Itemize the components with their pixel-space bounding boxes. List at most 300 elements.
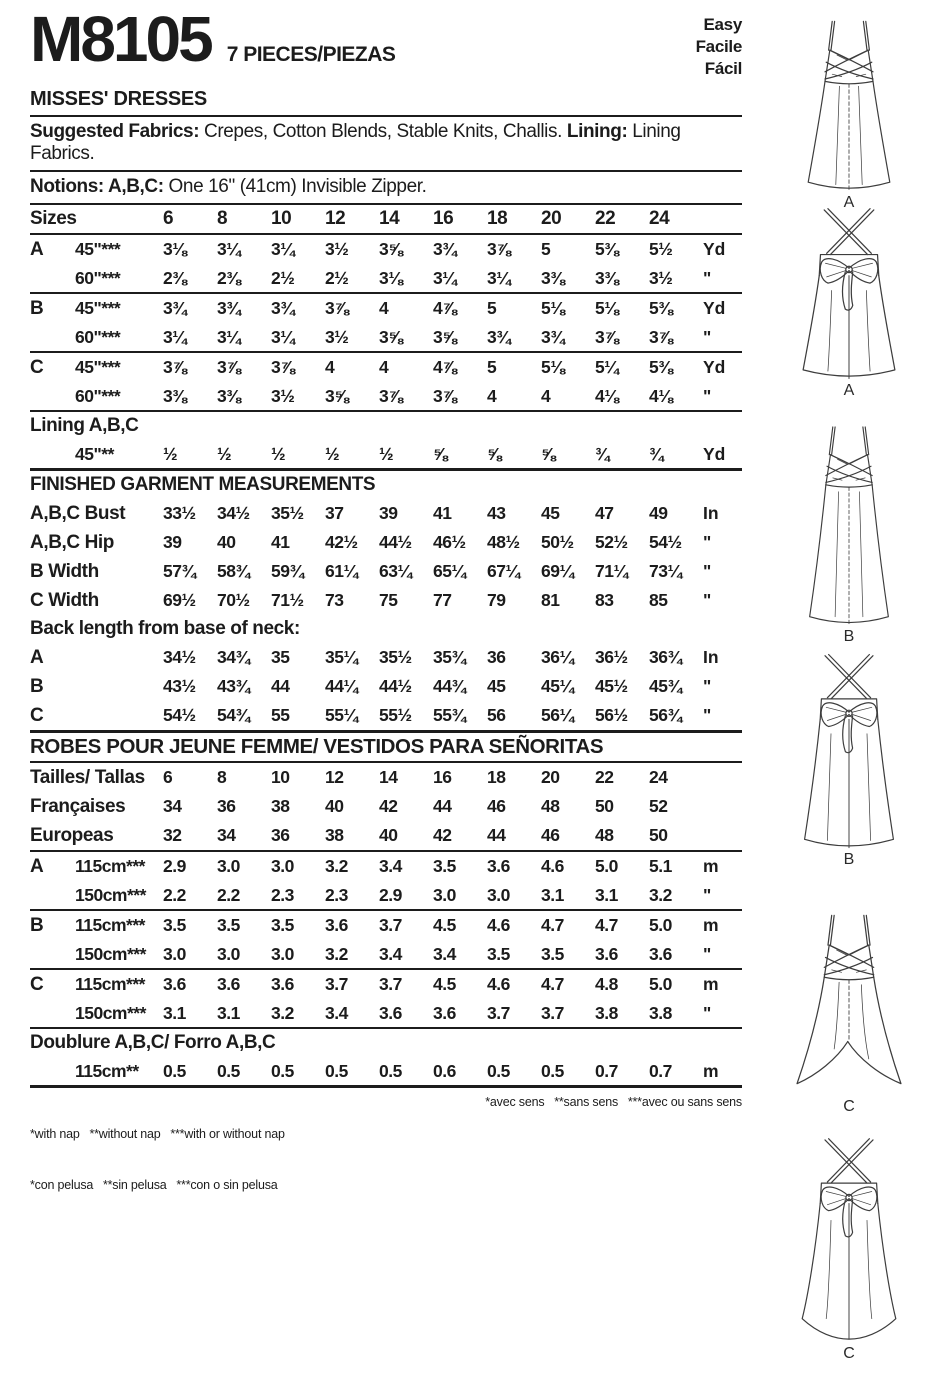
- cell-value: 59¾: [271, 561, 304, 582]
- row-label: B: [30, 676, 44, 698]
- cell-value: 77: [433, 590, 452, 611]
- row-label: A,B,C Bust: [30, 503, 126, 525]
- cell-value: 3.8: [595, 1003, 618, 1024]
- cell-value: 3.0: [217, 944, 240, 965]
- cell-value: 3⅞: [217, 357, 241, 378]
- cell-value: 0.5: [325, 1061, 348, 1082]
- cell-value: 67¼: [487, 561, 520, 582]
- cell-value: 0.5: [541, 1061, 564, 1082]
- cell-value: 3.0: [217, 856, 240, 877]
- view-label: C: [843, 1345, 855, 1362]
- cell-value: 4.7: [541, 974, 564, 995]
- cell-value: 34¾: [217, 647, 250, 668]
- row-c-45: [30, 353, 742, 382]
- cell-value: 3.6: [325, 915, 348, 936]
- cell-value: 3⅜: [595, 268, 619, 289]
- cell-value: 3⅛: [379, 268, 403, 289]
- cell-value: 3.6: [217, 974, 240, 995]
- cell-value: 4: [487, 386, 497, 407]
- cell-value: 6: [163, 767, 173, 788]
- cell-value: ⅝: [487, 444, 502, 465]
- cell-value: 39: [379, 503, 398, 524]
- cell-value: 3¾: [163, 298, 187, 319]
- row-c-width: [30, 586, 742, 615]
- width-label: 115cm***: [75, 915, 145, 936]
- cell-value: 16: [433, 208, 454, 230]
- cell-value: 5⅛: [541, 357, 565, 378]
- cell-value: 0.6: [433, 1061, 456, 1082]
- row-label: C: [30, 705, 44, 727]
- cell-value: 69½: [163, 590, 196, 611]
- cell-value: 41: [433, 503, 452, 524]
- cell-value: 81: [541, 590, 560, 611]
- cell-value: 3.7: [541, 1003, 564, 1024]
- cell-value: 52: [649, 796, 668, 817]
- cell-value: 58¾: [217, 561, 250, 582]
- cell-value: 55½: [379, 705, 412, 726]
- dress-b-back-figure: [770, 652, 928, 869]
- cell-value: 3.6: [163, 974, 186, 995]
- cell-value: 0.5: [217, 1061, 240, 1082]
- pattern-number: M8105: [30, 3, 211, 75]
- footnote-english: *with nap **without nap ***with or without nap: [30, 1127, 285, 1142]
- cell-value: 45: [541, 503, 560, 524]
- unit-label: ": [703, 944, 712, 965]
- cell-value: 3.0: [271, 944, 294, 965]
- cell-value: 3.2: [325, 944, 348, 965]
- cell-value: 54½: [163, 705, 196, 726]
- cell-value: 3⅞: [649, 327, 673, 348]
- cell-value: 35½: [379, 647, 412, 668]
- dress-c-back-art: [789, 1136, 909, 1343]
- dress-b-front-figure: [770, 420, 928, 646]
- cell-value: 3.6: [433, 1003, 456, 1024]
- cell-value: 36: [487, 647, 506, 668]
- unit-label: ": [703, 590, 712, 611]
- cell-value: 3¼: [163, 327, 187, 348]
- suggested-fabrics-line: [30, 117, 742, 172]
- row-doublure-heading: [30, 1029, 742, 1057]
- cell-value: 3⅜: [163, 386, 187, 407]
- cell-value: 0.5: [487, 1061, 510, 1082]
- cell-value: 5⅛: [595, 298, 619, 319]
- unit-label: m: [703, 974, 719, 995]
- cell-value: ¾: [649, 444, 664, 465]
- cell-value: 2½: [325, 268, 349, 289]
- cell-value: 3.6: [649, 944, 672, 965]
- cell-value: 34½: [217, 503, 250, 524]
- width-label: 115cm***: [75, 856, 145, 877]
- cell-value: 3¾: [433, 239, 457, 260]
- row-label: Tailles/ Tallas: [30, 767, 145, 789]
- cell-value: 3.5: [163, 915, 186, 936]
- row-label: Françaises: [30, 796, 126, 818]
- cell-value: 3.5: [217, 915, 240, 936]
- cell-value: 4⅞: [433, 357, 457, 378]
- cell-value: 3.6: [379, 1003, 402, 1024]
- cell-value: 44: [433, 796, 452, 817]
- cell-value: 3½: [325, 327, 349, 348]
- cell-value: 3¼: [217, 327, 241, 348]
- cell-value: ⅝: [541, 444, 556, 465]
- row-francaises: [30, 792, 742, 821]
- cell-value: 3⅞: [487, 239, 511, 260]
- cell-value: 3.5: [541, 944, 564, 965]
- row-tailles: [30, 763, 742, 792]
- cell-value: 63¼: [379, 561, 412, 582]
- cell-value: 3⅞: [595, 327, 619, 348]
- cell-value: 3½: [325, 239, 349, 260]
- footnote-spanish: *con pelusa **sin pelusa ***con o sin pelusa: [30, 1177, 278, 1192]
- cell-value: 5.0: [595, 856, 618, 877]
- cell-value: 3¼: [217, 239, 241, 260]
- cell-value: 3.6: [595, 944, 618, 965]
- row-b-width: [30, 557, 742, 586]
- unit-label: ": [703, 268, 712, 289]
- difficulty-en: Easy: [703, 15, 742, 34]
- cell-value: 3¾: [217, 298, 241, 319]
- line-art: [797, 915, 901, 1083]
- cell-value: 3¾: [487, 327, 511, 348]
- cell-value: 3.7: [325, 974, 348, 995]
- cell-value: 2⅜: [217, 268, 241, 289]
- unit-label: m: [703, 1061, 719, 1082]
- cell-value: ½: [163, 444, 178, 465]
- cell-value: 22: [595, 208, 616, 230]
- row-a-60: [30, 264, 742, 294]
- cell-value: 3.4: [325, 1003, 348, 1024]
- cell-value: 4: [541, 386, 551, 407]
- cell-value: 3.0: [163, 944, 186, 965]
- cell-value: 3.0: [271, 856, 294, 877]
- cell-value: 5½: [649, 239, 673, 260]
- cell-value: 73¼: [649, 561, 682, 582]
- cell-value: 3.5: [487, 944, 510, 965]
- unit-label: ": [703, 676, 712, 697]
- cell-value: 56: [487, 705, 506, 726]
- unit-label: m: [703, 915, 719, 936]
- cell-value: 71¼: [595, 561, 628, 582]
- cell-value: 69¼: [541, 561, 574, 582]
- cell-value: 0.5: [271, 1061, 294, 1082]
- cell-value: 36¼: [541, 647, 574, 668]
- dress-c-front-figure: [770, 908, 928, 1116]
- cell-value: 3.1: [217, 1003, 240, 1024]
- section-heading: Doublure A,B,C/ Forro A,B,C: [30, 1032, 276, 1054]
- cell-value: 44¾: [433, 676, 466, 697]
- width-label: 150cm***: [75, 944, 146, 965]
- cell-value: 4.5: [433, 974, 456, 995]
- cell-value: 2.2: [217, 885, 240, 906]
- dress-a-back-figure: [770, 206, 928, 400]
- cell-value: 44: [487, 825, 506, 846]
- cell-value: 3⅜: [541, 268, 565, 289]
- row-label: A: [30, 647, 44, 669]
- row-french-spanish-heading: [30, 733, 742, 763]
- cell-value: 41: [271, 532, 290, 553]
- cell-value: 3.4: [379, 856, 402, 877]
- cell-value: 45¾: [649, 676, 682, 697]
- cell-value: 3.6: [487, 856, 510, 877]
- pieces-count: 7 PIECES/PIEZAS: [226, 43, 396, 66]
- cell-value: 3¾: [271, 298, 295, 319]
- cell-value: 24: [649, 208, 670, 230]
- cell-value: 3¼: [487, 268, 511, 289]
- cell-value: 3.2: [271, 1003, 294, 1024]
- cell-value: 3¼: [271, 327, 295, 348]
- row-back-length-c: [30, 701, 742, 733]
- cell-value: 4.6: [541, 856, 564, 877]
- cell-value: 49: [649, 503, 668, 524]
- cell-value: 10: [271, 208, 292, 230]
- cell-value: 3⅝: [379, 239, 403, 260]
- cell-value: 3¼: [433, 268, 457, 289]
- cell-value: 4.6: [487, 974, 510, 995]
- cell-value: 5.0: [649, 915, 672, 936]
- row-finished-measurements-heading: [30, 471, 742, 499]
- cell-value: ½: [217, 444, 232, 465]
- dress-a-front-figure: [770, 14, 928, 212]
- cell-value: 2.3: [271, 885, 294, 906]
- cell-value: 38: [325, 825, 344, 846]
- cell-value: 3⅛: [163, 239, 187, 260]
- cell-value: 35¾: [433, 647, 466, 668]
- cell-value: 33½: [163, 503, 196, 524]
- cell-value: 57¾: [163, 561, 196, 582]
- cell-value: 0.5: [379, 1061, 402, 1082]
- cell-value: 3⅞: [379, 386, 403, 407]
- width-label: 45"***: [75, 239, 121, 260]
- cell-value: 42: [379, 796, 398, 817]
- cell-value: 22: [595, 767, 614, 788]
- width-label: 45"**: [75, 444, 114, 465]
- cell-value: 50: [649, 825, 668, 846]
- cell-value: 4.5: [433, 915, 456, 936]
- cell-value: 5¼: [595, 357, 619, 378]
- cell-value: 56¾: [649, 705, 682, 726]
- cell-value: 4.7: [541, 915, 564, 936]
- cell-value: 16: [433, 767, 452, 788]
- yardage-table: [30, 205, 742, 1088]
- difficulty-es: Fácil: [704, 59, 742, 79]
- cell-value: 3.7: [487, 1003, 510, 1024]
- cell-value: 3.5: [271, 915, 294, 936]
- cell-value: 39: [163, 532, 182, 553]
- cell-value: 40: [379, 825, 398, 846]
- cell-value: 35½: [271, 503, 304, 524]
- cell-value: 43: [487, 503, 506, 524]
- cell-value: 4⅛: [595, 386, 619, 407]
- row-back-length-a: [30, 643, 742, 672]
- cell-value: 36: [217, 796, 236, 817]
- cell-value: 8: [217, 767, 227, 788]
- cell-value: 3.6: [271, 974, 294, 995]
- cell-value: ⅝: [433, 444, 448, 465]
- width-label: 115cm***: [75, 974, 145, 995]
- cell-value: 3.2: [325, 856, 348, 877]
- unit-label: ": [703, 327, 712, 348]
- section-heading: ROBES POUR JEUNE FEMME/ VESTIDOS PARA SEÑORITAS: [30, 735, 604, 759]
- cell-value: 2.9: [379, 885, 402, 906]
- cell-value: 45½: [595, 676, 628, 697]
- cell-value: 34: [217, 825, 236, 846]
- view-letter: C: [30, 357, 44, 379]
- cell-value: 5: [487, 298, 497, 319]
- cell-value: 5: [541, 239, 551, 260]
- cell-value: 34½: [163, 647, 196, 668]
- cell-value: 36½: [595, 647, 628, 668]
- cell-value: 3.0: [433, 885, 456, 906]
- cell-value: 4.6: [487, 915, 510, 936]
- footnote-french: *avec sens **sans sens ***avec ou sans sens: [485, 1095, 742, 1110]
- section-heading: FINISHED GARMENT MEASUREMENTS: [30, 474, 376, 496]
- view-letter: A: [30, 239, 44, 261]
- cell-value: 3⅝: [325, 386, 349, 407]
- row-label: Europeas: [30, 825, 114, 847]
- unit-label: Yd: [703, 239, 726, 260]
- cell-value: 3⅜: [217, 386, 241, 407]
- row-lining-45: [30, 440, 742, 471]
- row-hip: [30, 528, 742, 557]
- dress-c-back-figure: [770, 1136, 928, 1363]
- cell-value: 45: [487, 676, 506, 697]
- cell-value: 3.2: [649, 885, 672, 906]
- cell-value: 43½: [163, 676, 196, 697]
- cell-value: 56¼: [541, 705, 574, 726]
- cell-value: 44: [271, 676, 290, 697]
- cell-value: 46: [541, 825, 560, 846]
- view-label: B: [843, 851, 855, 868]
- row-label: C Width: [30, 590, 99, 612]
- cell-value: 44½: [379, 532, 412, 553]
- cell-value: 0.5: [163, 1061, 186, 1082]
- cell-value: 3⅞: [163, 357, 187, 378]
- cell-value: 46½: [433, 532, 466, 553]
- cell-value: 5: [487, 357, 497, 378]
- cell-value: 18: [487, 767, 506, 788]
- cell-value: 37: [325, 503, 344, 524]
- view-letter: B: [30, 298, 44, 320]
- cell-value: 20: [541, 208, 562, 230]
- cell-value: 20: [541, 767, 560, 788]
- cell-value: 47: [595, 503, 614, 524]
- row-b-150: [30, 940, 742, 970]
- width-label: 115cm**: [75, 1061, 139, 1082]
- cell-value: 5.1: [649, 856, 672, 877]
- cell-value: 75: [379, 590, 398, 611]
- unit-label: Yd: [703, 357, 726, 378]
- cell-value: 46: [487, 796, 506, 817]
- cell-value: 65¼: [433, 561, 466, 582]
- unit-label: m: [703, 856, 719, 877]
- dress-b-back-art: [789, 652, 909, 849]
- width-label: 45"***: [75, 298, 121, 319]
- cell-value: 3¼: [271, 239, 295, 260]
- cell-value: 79: [487, 590, 506, 611]
- cell-value: 24: [649, 767, 668, 788]
- difficulty-fr: Facile: [695, 37, 742, 57]
- cell-value: 70½: [217, 590, 250, 611]
- cell-value: 5⅜: [649, 357, 673, 378]
- footnotes-left: [30, 1095, 285, 1224]
- cell-value: 52½: [595, 532, 628, 553]
- cell-value: 3¾: [541, 327, 565, 348]
- cell-value: 14: [379, 208, 400, 230]
- line-art: [802, 1139, 896, 1339]
- width-label: 60"***: [75, 386, 121, 407]
- garment-title: MISSES' DRESSES: [30, 80, 742, 117]
- footnotes: [30, 1095, 742, 1224]
- cell-value: 4.7: [595, 915, 618, 936]
- cell-value: 44¼: [325, 676, 358, 697]
- cell-value: 3⅞: [271, 357, 295, 378]
- cell-value: 56½: [595, 705, 628, 726]
- cell-value: 73: [325, 590, 344, 611]
- cell-value: 3.4: [433, 944, 456, 965]
- cell-value: 3.4: [379, 944, 402, 965]
- cell-value: 35¼: [325, 647, 358, 668]
- row-b-60: [30, 323, 742, 353]
- cell-value: 3½: [271, 386, 295, 407]
- cell-value: 3.5: [433, 856, 456, 877]
- cell-value: 3.1: [541, 885, 564, 906]
- row-label: B Width: [30, 561, 99, 583]
- section-heading: Lining A,B,C: [30, 415, 139, 437]
- cell-value: 43¾: [217, 676, 250, 697]
- cell-value: 5⅜: [649, 298, 673, 319]
- cell-value: 48: [595, 825, 614, 846]
- unit-label: Yd: [703, 298, 726, 319]
- unit-label: In: [703, 647, 719, 668]
- cell-value: 54¾: [217, 705, 250, 726]
- unit-label: ": [703, 1003, 712, 1024]
- cell-value: 2.2: [163, 885, 186, 906]
- row-bust: [30, 499, 742, 528]
- unit-label: ": [703, 885, 712, 906]
- row-europeas: [30, 821, 742, 852]
- cell-value: 3.7: [379, 915, 402, 936]
- notions-line: [30, 172, 742, 205]
- cell-value: 0.7: [595, 1061, 618, 1082]
- cell-value: 5.0: [649, 974, 672, 995]
- row-b-115: [30, 911, 742, 940]
- view-label: B: [843, 628, 855, 645]
- cell-value: 3.1: [163, 1003, 186, 1024]
- cell-value: 3⅞: [433, 386, 457, 407]
- cell-value: 32: [163, 825, 182, 846]
- width-label: 45"***: [75, 357, 121, 378]
- cell-value: 50: [595, 796, 614, 817]
- cell-value: 83: [595, 590, 614, 611]
- cell-value: 85: [649, 590, 668, 611]
- dress-c-front-art: [787, 908, 911, 1096]
- row-doublure-115: [30, 1057, 742, 1088]
- cell-value: 34: [163, 796, 182, 817]
- line-art: [805, 655, 894, 848]
- cell-value: ½: [379, 444, 394, 465]
- cell-value: ½: [271, 444, 286, 465]
- notions-label: Notions: A,B,C:: [30, 176, 164, 198]
- header: [30, 3, 742, 80]
- cell-value: 12: [325, 767, 344, 788]
- cell-value: 3.1: [595, 885, 618, 906]
- lining-text: Lining Fabrics.: [30, 121, 681, 165]
- cell-value: 0.7: [649, 1061, 672, 1082]
- cell-value: 2½: [271, 268, 295, 289]
- notions-text: One 16" (41cm) Invisible Zipper.: [163, 176, 427, 198]
- cell-value: 5⅜: [595, 239, 619, 260]
- view-label: A: [843, 382, 855, 399]
